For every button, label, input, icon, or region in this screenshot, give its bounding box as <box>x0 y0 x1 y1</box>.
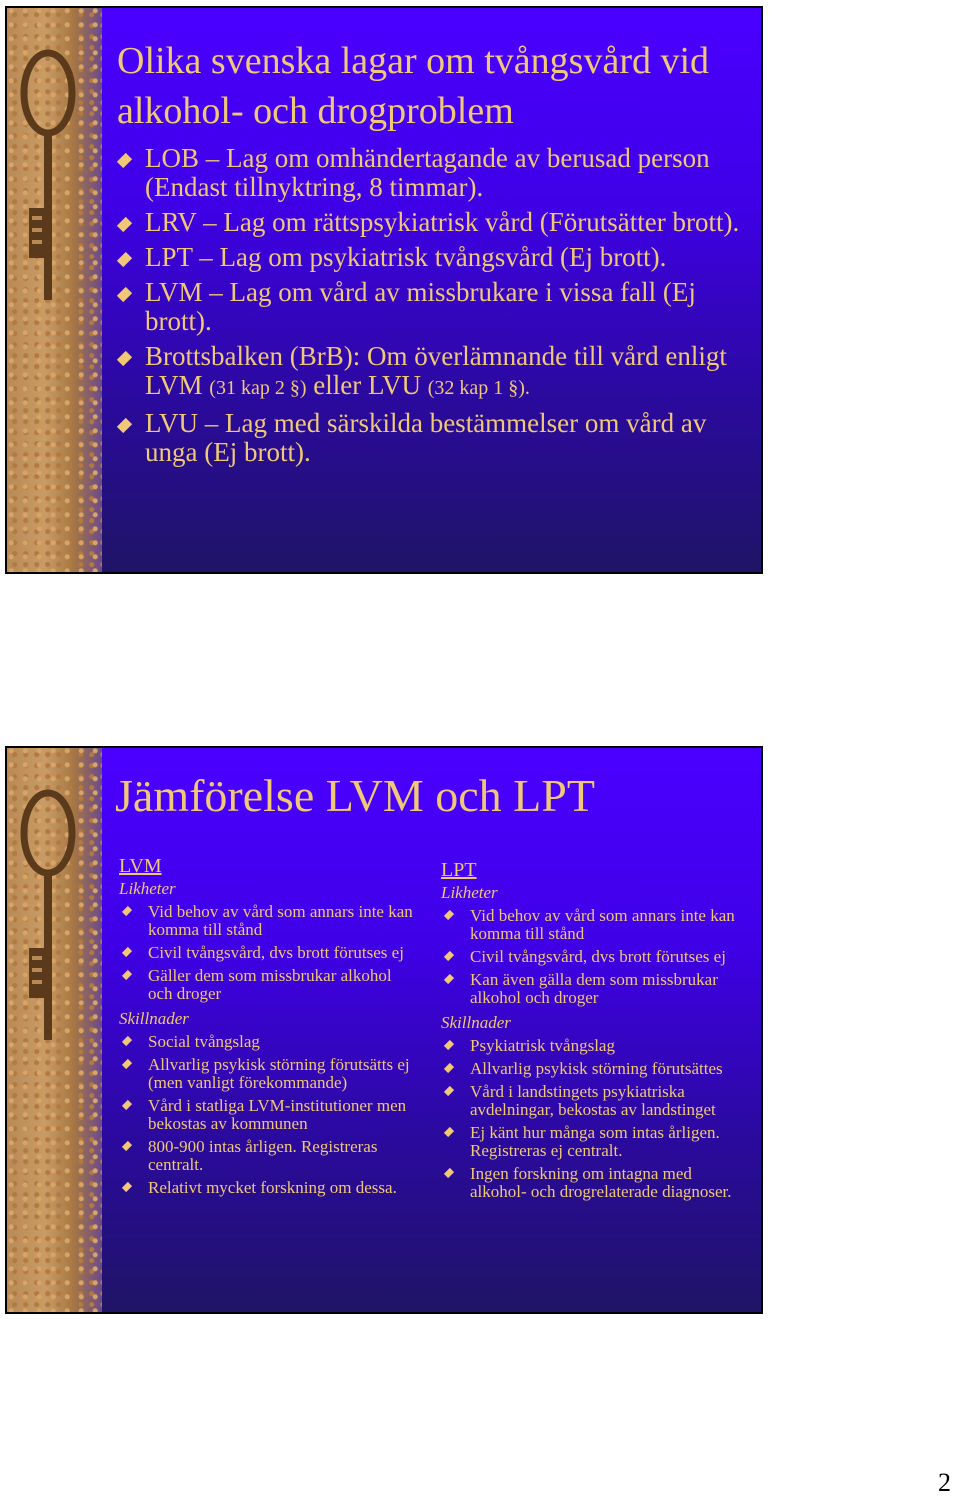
list-item: 800-900 intas årligen. Registreras centralt. <box>119 1138 419 1174</box>
list-item: Psykiatrisk tvångslag <box>441 1037 741 1055</box>
list-item: Vid behov av vård som annars inte kan komma till stånd <box>119 903 419 939</box>
skillnader-list <box>441 1037 741 1201</box>
column-heading: LPT <box>441 859 477 881</box>
list-item: Allvarlig psykisk störning förutsättes <box>441 1060 741 1078</box>
slide-title: Olika svenska lagar om tvångsvård vid alkohol- och drogproblem <box>117 40 710 132</box>
list-item: Social tvångslag <box>119 1033 419 1051</box>
list-item: Kan även gälla dem som missbrukar alkohol och droger <box>441 971 741 1007</box>
diamond-bullet-icon <box>117 287 132 302</box>
list-item-brb: Brottsbalken (BrB): Om överlämnande till vård enligt LVM (31 kap 2 §) eller LVU (32 kap 1 §). <box>117 342 757 403</box>
slide-title: Jämförelse LVM och LPT <box>115 770 595 821</box>
list-item: LOB – Lag om omhändertagande av berusad person (Endast tillnyktring, 8 timmar). <box>117 144 757 202</box>
list-item: Vid behov av vård som annars inte kan komma till stånd <box>441 907 741 943</box>
diamond-bullet-icon <box>122 1036 132 1046</box>
list-item: Allvarlig psykisk störning förutsätts ej (men vanligt förekommande) <box>119 1056 419 1092</box>
key-image-strip <box>7 8 102 572</box>
list-item: Gäller dem som missbrukar alkohol och droger <box>119 967 419 1003</box>
diamond-bullet-icon <box>444 1063 454 1073</box>
column-heading: LVM <box>119 855 162 877</box>
diamond-bullet-icon <box>444 1086 454 1096</box>
list-item: Relativt mycket forskning om dessa. <box>119 1179 419 1197</box>
list-item: LVM – Lag om vård av missbrukare i vissa fall (Ej brott). <box>117 278 757 336</box>
list-item: LPT – Lag om psykiatrisk tvångsvård (Ej brott). <box>117 243 757 272</box>
likheter-label: Likheter <box>119 879 176 898</box>
diamond-bullet-icon <box>444 1168 454 1178</box>
diamond-bullet-icon <box>122 1141 132 1151</box>
diamond-bullet-icon <box>117 153 132 168</box>
slide-comparison <box>5 746 763 1314</box>
skillnader-label: Skillnader <box>441 1013 511 1032</box>
page-number: 2 <box>938 1468 951 1497</box>
diamond-bullet-icon <box>117 252 132 267</box>
diamond-bullet-icon <box>444 974 454 984</box>
likheter-label: Likheter <box>441 883 498 902</box>
list-item: LRV – Lag om rättspsykiatrisk vård (Förutsätter brott). <box>117 208 757 237</box>
list-item: Vård i landstingets psykiatriska avdelningar, bekostas av landstinget <box>441 1083 741 1119</box>
list-item: LVU – Lag med särskilda bestämmelser om vård av unga (Ej brott). <box>117 409 757 467</box>
diamond-bullet-icon <box>117 351 132 366</box>
key-image-strip <box>7 748 102 1312</box>
list-item: Civil tvångsvård, dvs brott förutses ej <box>119 944 419 962</box>
diamond-bullet-icon <box>444 910 454 920</box>
diamond-bullet-icon <box>117 418 132 433</box>
diamond-bullet-icon <box>122 1100 132 1110</box>
diamond-bullet-icon <box>122 1182 132 1192</box>
diamond-bullet-icon <box>122 947 132 957</box>
list-item: Civil tvångsvård, dvs brott förutses ej <box>441 948 741 966</box>
skillnader-label: Skillnader <box>119 1009 189 1028</box>
key-icon <box>15 48 85 308</box>
key-icon <box>15 788 85 1048</box>
lpt-column <box>441 858 741 1206</box>
diamond-bullet-icon <box>117 217 132 232</box>
diamond-bullet-icon <box>444 1040 454 1050</box>
lvm-column <box>119 854 419 1202</box>
list-item: Ingen forskning om intagna med alkohol- och drogrelaterade diagnoser. <box>441 1165 741 1201</box>
diamond-bullet-icon <box>122 1059 132 1069</box>
likheter-list <box>441 907 741 1007</box>
slide-laws <box>5 6 763 574</box>
list-item: Ej känt hur många som intas årligen. Registreras ej centralt. <box>441 1124 741 1160</box>
law-list <box>117 144 757 473</box>
diamond-bullet-icon <box>122 906 132 916</box>
diamond-bullet-icon <box>444 1127 454 1137</box>
likheter-list <box>119 903 419 1003</box>
skillnader-list <box>119 1033 419 1197</box>
diamond-bullet-icon <box>122 970 132 980</box>
diamond-bullet-icon <box>444 951 454 961</box>
list-item: Vård i statliga LVM-institutioner men bekostas av kommunen <box>119 1097 419 1133</box>
